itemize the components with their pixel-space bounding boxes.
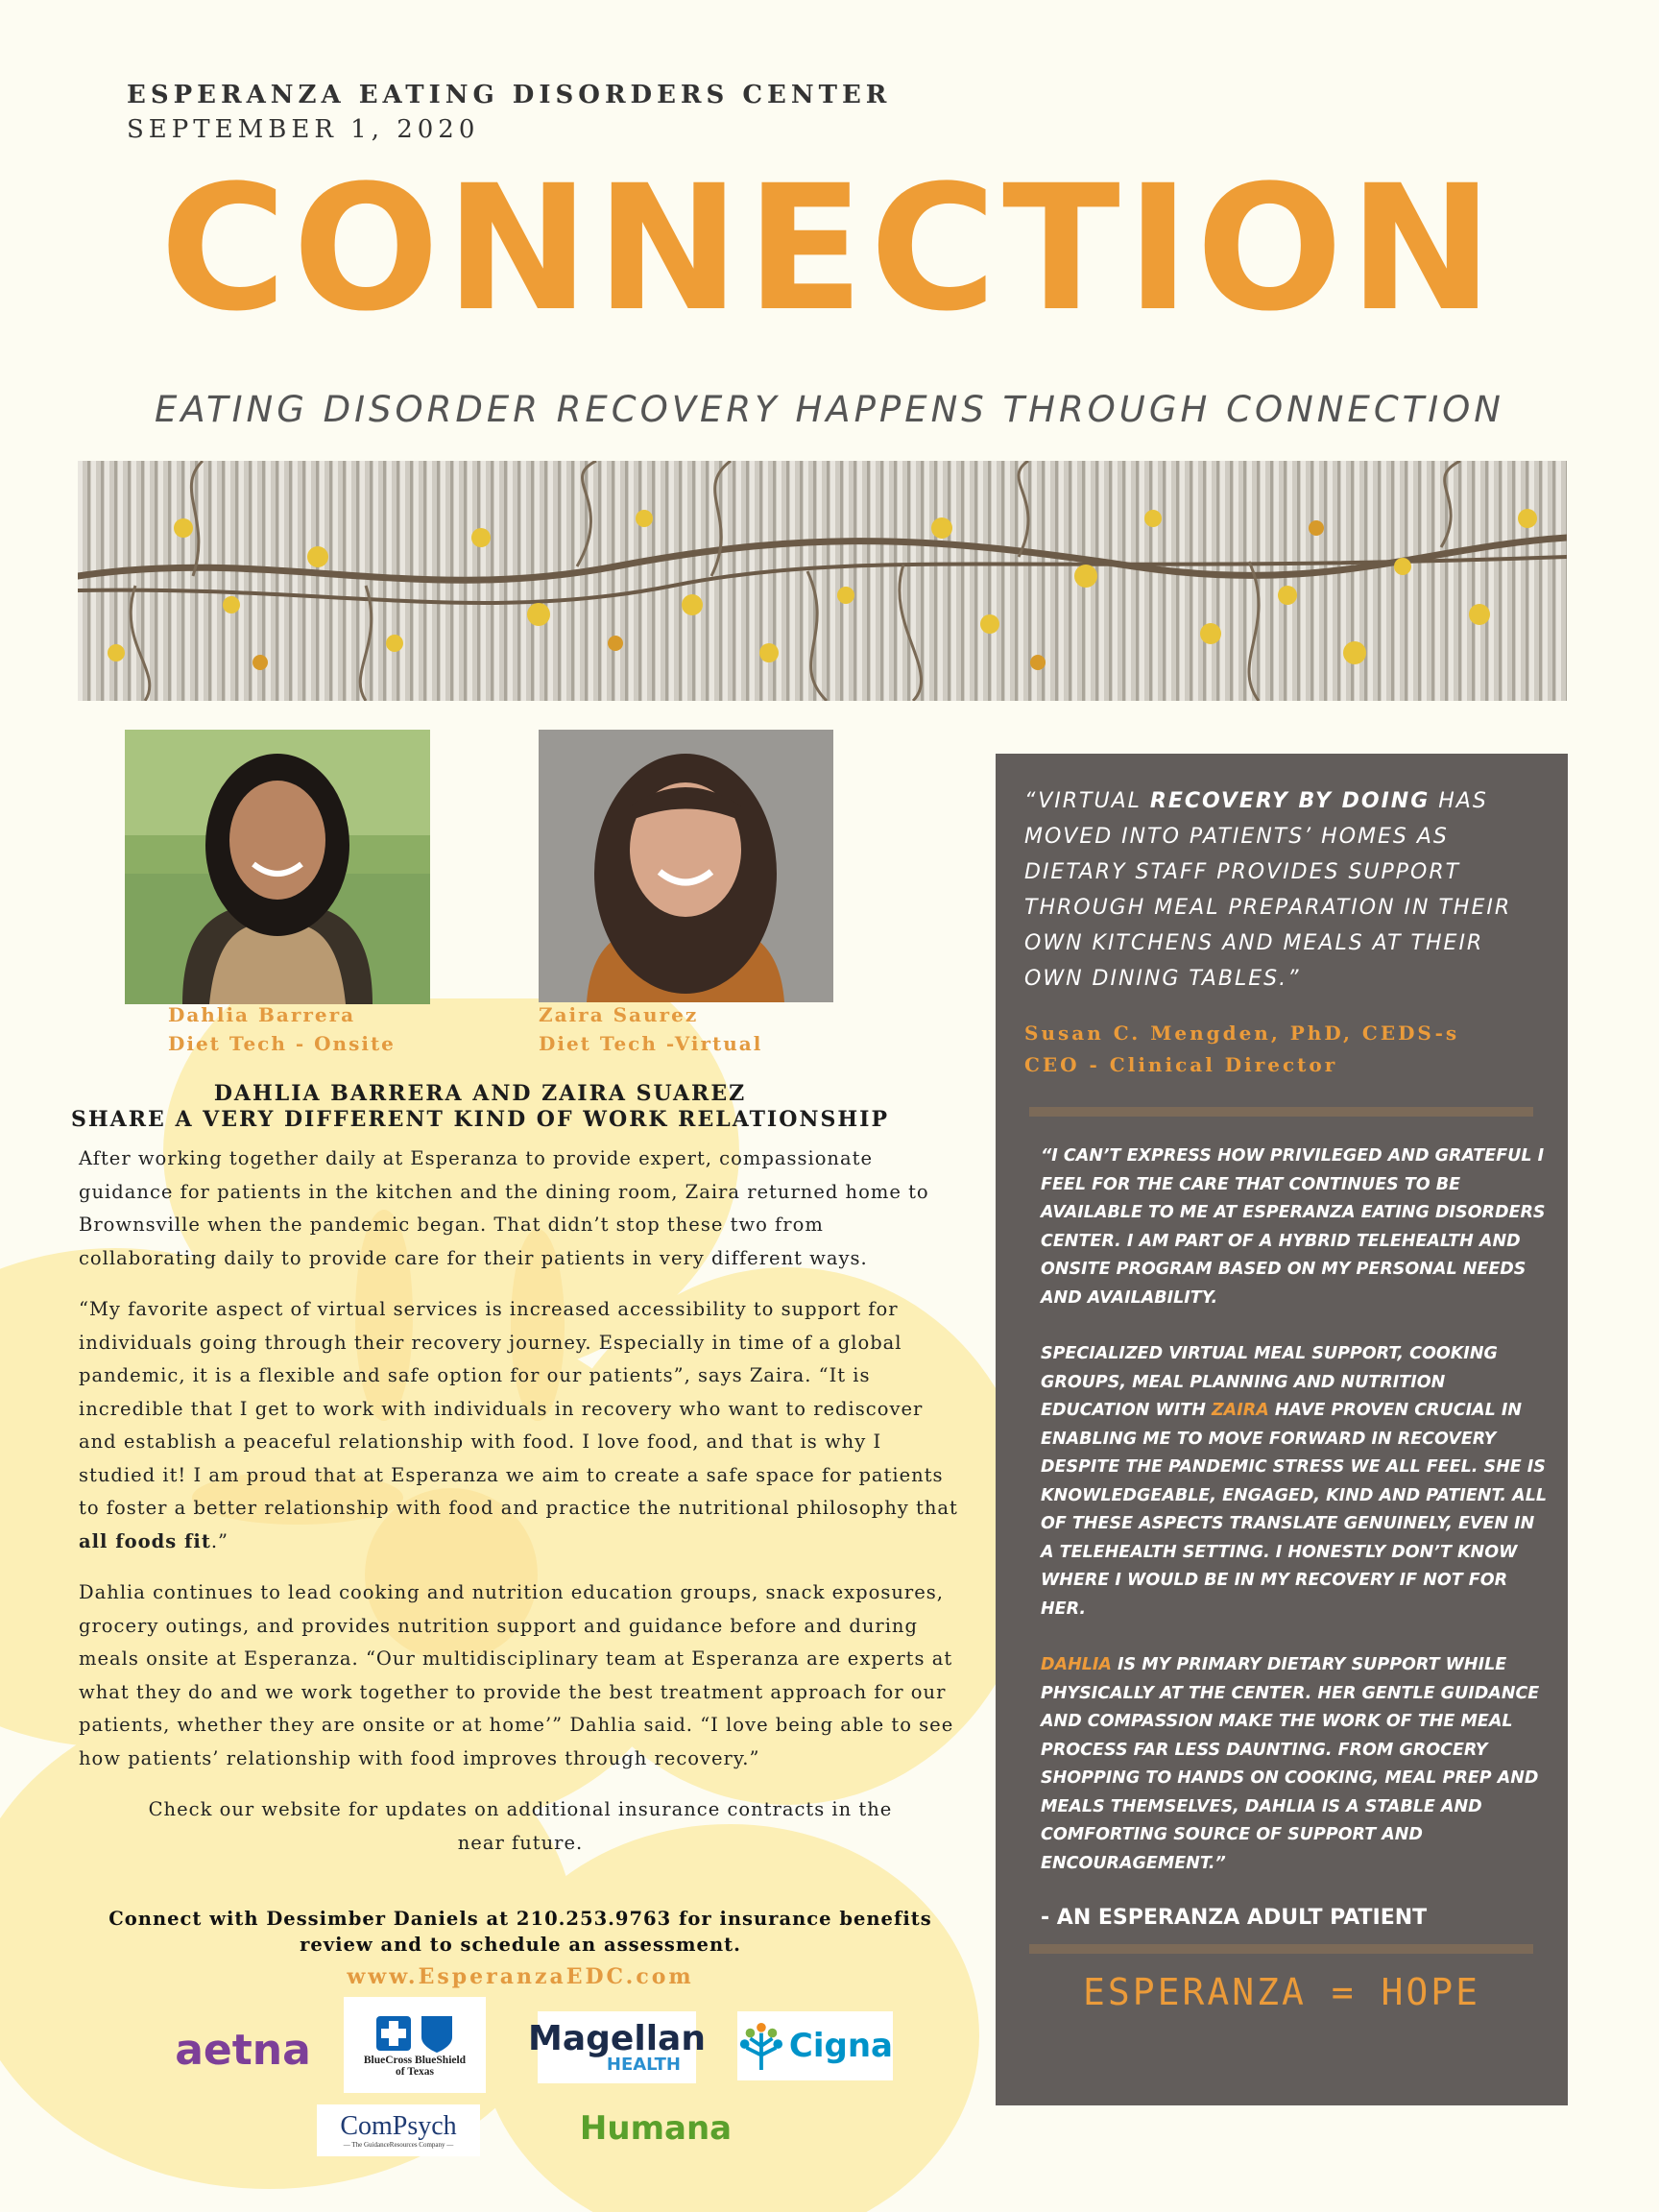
magellan-health-logo: Magellan HEALTH [538, 2011, 696, 2083]
humana-logo: Humana [579, 2109, 733, 2148]
paragraph-4: Check our website for updates on additional insurance contracts in the near future. [148, 1798, 893, 1854]
testimonial-paragraph-2: SPECIALIZED VIRTUAL MEAL SUPPORT, COOKING GROUPS, MEAL PLANNING AND NUTRITION EDUCATION WITH ZAIRA HAVE PROVEN CRUCIAL IN ENABLING ME TO MOVE FORWARD IN RECOVERY DESPITE THE PANDEMIC STRESS WE ALL FEEL. SHE IS KNOWLEDGEABLE, ENGAGED, KIND AND PATIENT. ALL OF THESE ASPECTS TRANSLATE GENUINELY, EVEN IN A TELEHEALTH SETTING. I HONESTLY DON’T KNOW WHERE I WOULD BE IN MY RECOVERY IF NOT FOR HER. [1041, 1344, 1547, 1619]
zaira-role: Diet Tech -Virtual [539, 1032, 763, 1055]
panel-divider-top [1029, 1107, 1533, 1117]
compsych-logo: ComPsych — The GuidanceResources Company — [317, 2104, 480, 2156]
zaira-name: Zaira Saurez [539, 1003, 699, 1026]
dahlia-barrera-photo [125, 730, 430, 1004]
organization-name: ESPERANZA EATING DISORDERS CENTER [127, 81, 892, 109]
quotes-sidebar-panel [996, 754, 1568, 2105]
all-foods-fit: all foods fit [79, 1529, 211, 1552]
dahlia-name: Dahlia Barrera [168, 1003, 356, 1026]
dahlia-caption [168, 1000, 396, 1058]
ceo-name: Susan C. Mengden, PhD, CEDS-s [1024, 1022, 1460, 1045]
website-link[interactable]: www.EsperanzaEDC.com [347, 1964, 694, 1989]
paragraph-2: “My favorite aspect of virtual services is increased accessibility to support for individuals going through their recovery journey. Especially in time of a global pandemic, it is a flexible and safe option for our patients”, says Zaira. “It is incredible that I get to work with individuals in recovery who want to rediscover and establish a peaceful relationship with food. I love food, and that is why I studied it! I am proud that at Esperanza we aim to create a safe space for patients to foster a better relationship with food and practice the nutritional philosophy that all foods fit.” [79, 1298, 958, 1552]
aetna-logo: aetna [175, 2025, 311, 2075]
contact-info: Connect with Dessimber Daniels at 210.253.9763 for insurance benefits review and to schedule an assessment. [108, 1908, 932, 1956]
cigna-logo: Cigna [737, 2011, 893, 2080]
headline-line-2: SHARE A VERY DIFFERENT KIND OF WORK RELATIONSHIP [70, 1107, 890, 1132]
ceo-title: CEO - Clinical Director [1024, 1053, 1338, 1076]
article-body [79, 1142, 962, 1878]
testimonial-attribution: - AN ESPERANZA ADULT PATIENT [1041, 1906, 1428, 1930]
vine-wall-banner-image [78, 461, 1567, 701]
headline-line-1: DAHLIA BARRERA AND ZAIRA SUAREZ [213, 1081, 747, 1106]
bcbs-texas-logo: BlueCross BlueShield of Texas [344, 1997, 486, 2093]
zaira-saurez-photo [539, 730, 833, 1002]
newsletter-title: CONNECTION [159, 149, 1500, 349]
panel-divider-bottom [1029, 1944, 1533, 1954]
dahlia-role: Diet Tech - Onsite [168, 1032, 396, 1055]
zaira-highlight: ZAIRA [1211, 1401, 1269, 1420]
zaira-caption [539, 1000, 762, 1058]
paragraph-1: After working together daily at Esperanza to provide expert, compassionate guidance for patients in the kitchen and the dining room, Zaira returned home to Brownsville when the pandemic began. That didn’t stop these two from collaborating daily to provide care for their patients in very different ways. [79, 1147, 929, 1269]
bcbs-cross-shield-icon [372, 2012, 458, 2055]
dahlia-highlight: DAHLIA [1041, 1655, 1112, 1674]
testimonial-paragraph-3: DAHLIA IS MY PRIMARY DIETARY SUPPORT WHILE PHYSICALLY AT THE CENTER. HER GENTLE GUIDANCE AND COMPASSION MAKE THE WORK OF THE MEAL PROCESS FAR LESS DAUNTING. FROM GROCERY SHOPPING TO HANDS ON COOKING, MEAL PREP AND MEALS THEMSELVES, DAHLIA IS A STABLE AND COMFORTING SOURCE OF SUPPORT AND ENCOURAGEMENT.” [1041, 1655, 1540, 1873]
newsletter-subtitle: EATING DISORDER RECOVERY HAPPENS THROUGH CONNECTION [155, 389, 1504, 430]
patient-testimonial [1041, 1142, 1550, 1906]
testimonial-paragraph-1: “I CAN’T EXPRESS HOW PRIVILEGED AND GRATEFUL I FEEL FOR THE CARE THAT CONTINUES TO BE AVAILABLE TO ME AT ESPERANZA EATING DISORDERS CENTER. I AM PART OF A HYBRID TELEHEALTH AND ONSITE PROGRAM BASED ON MY PERSONAL NEEDS AND AVAILABILITY. [1041, 1146, 1546, 1308]
cigna-tree-icon [737, 2017, 785, 2075]
ceo-quote: “VIRTUAL RECOVERY BY DOING HAS MOVED INTO PATIENTS’ HOMES AS DIETARY STAFF PROVIDES SUPPORT THROUGH MEAL PREPARATION IN THEIR OWN KITCHENS AND MEALS AT THEIR OWN DINING TABLES.” [1024, 789, 1512, 991]
issue-date: SEPTEMBER 1, 2020 [127, 115, 480, 144]
ceo-signature [1024, 1018, 1459, 1081]
paragraph-3: Dahlia continues to lead cooking and nutrition education groups, snack exposures, grocery outings, and provides nutrition support and guidance before and during meals onsite at Esperanza. “Our multidisciplinary team at Esperanza are experts at what they do and we work together to provide the best treatment approach for our patients, whether they are onsite or at home’” Dahlia said. “I love being able to see how patients’ relationship with food improves through recovery.” [79, 1581, 954, 1769]
esperanza-hope-tagline: ESPERANZA = HOPE [1082, 1971, 1481, 2013]
article-headline [48, 1081, 912, 1133]
